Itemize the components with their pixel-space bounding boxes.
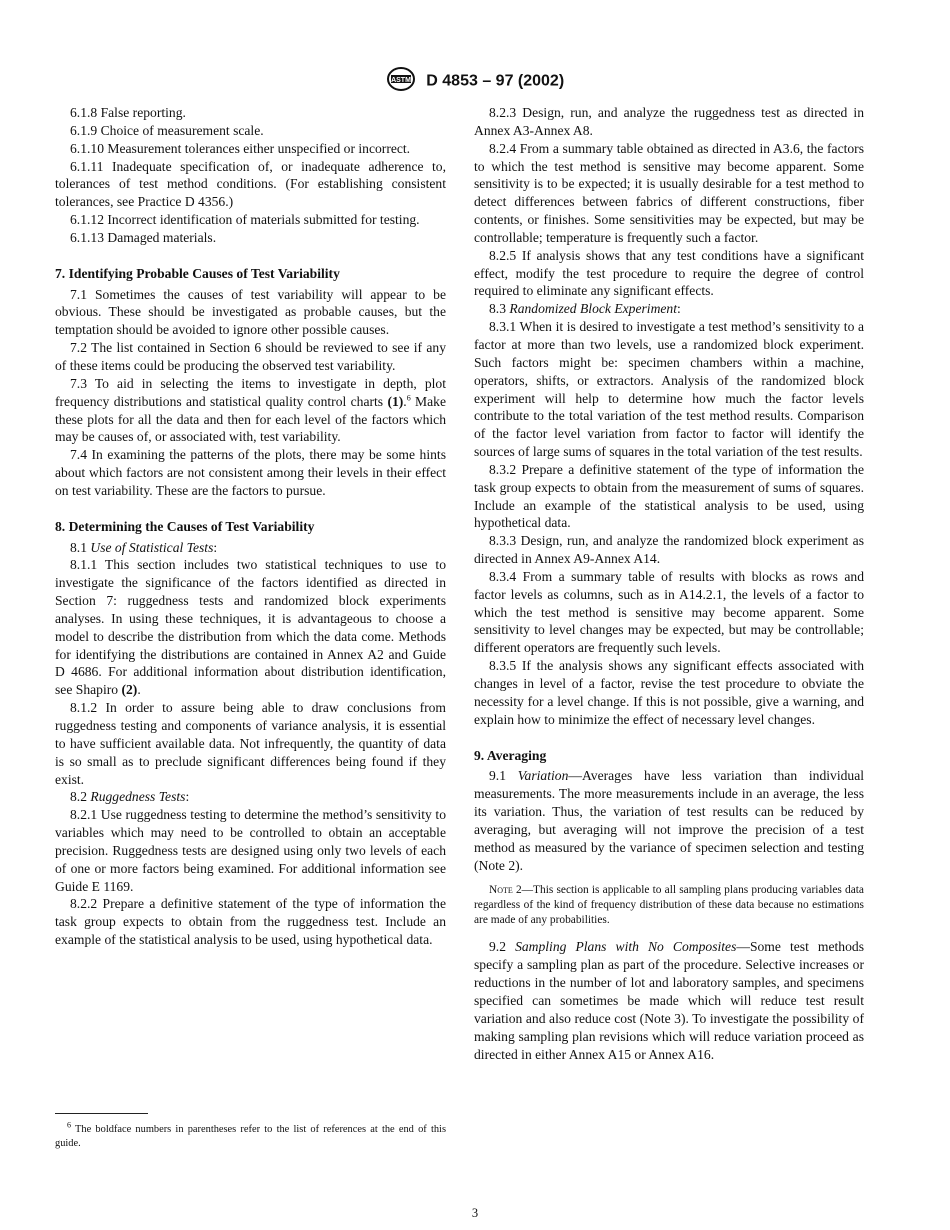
footnote-text: The boldface numbers in parentheses refer to the list of references at the end of this guide. <box>55 1124 446 1149</box>
page-header <box>0 66 950 97</box>
svg-text:ASTM: ASTM <box>390 77 411 84</box>
paragraph: 6.1.10 Measurement tolerances either unspecified or incorrect. <box>70 140 411 156</box>
left-column <box>55 104 446 949</box>
text: 8.3 <box>489 301 510 317</box>
subsection-title: Randomized Block Experiment <box>509 301 677 317</box>
paragraph: 8.3 Randomized Block Experiment: <box>489 301 681 317</box>
paragraph: 6.1.11 Inadequate specification of, or inadequate adherence to, tolerances of test method conditions. (For establishing consistent tolerances, see Practice D 4356.) <box>55 158 446 210</box>
paragraph: 7.4 In examining the patterns of the plots, there may be some hints about which factors are not consistent among their levels in their effect on test variability. These are the factors to pursue. <box>55 447 446 498</box>
footnote-number: 6 <box>67 1120 71 1130</box>
text: 9.1 <box>489 768 518 784</box>
footnote-divider <box>55 1113 148 1114</box>
paragraph: 7.3 To aid in selecting the items to investigate in depth, plot frequency distributions and statistical quality control charts (1).$^6$ Make these plots for all the data and then for each level of the factors which may be causes of, or associated with, test variability. <box>55 375 446 445</box>
paragraph: 7.1 Sometimes the causes of test variability will appear to be obvious. These should be investigated as probable causes, but the temptation should be avoided to ignore other possible causes. <box>55 286 446 338</box>
paragraph: 8.2.2 Prepare a definitive statement of the type of information the task group expects to obtain from the ruggedness test. Include an example of the statistical analysis to be used, using hypothetical data. <box>55 896 446 948</box>
text: —Averages have less variation than individual measurements. The more measurements include in an average, the less its variation. Thus, the variation of test results can be reduced by averaging, but averaging will not improve the precision of a test method as measured by the variance of specimen selection and testing (Note 2). <box>474 768 864 873</box>
subsection-title: Variation <box>517 768 569 784</box>
paragraph: 8.2.3 Design, run, and analyze the ruggedness test as directed in Annex A3-Annex A8. <box>474 105 864 138</box>
page-number: 3 <box>471 1206 479 1220</box>
paragraph: 8.3.1 When it is desired to investigate a test method’s sensitivity to a factor at more than two levels, use a randomized block experiment. Such factors might be: specimen chambers within a machine, operators, shifts, or extractors. Analysis of the randomized block experiment will help to determine how much the factor levels contribute to the total variation of the test method results. Comparison of the factor level variation from factor to factor will identify the sources of large sums of squares in the total variation of the test results. <box>474 319 864 460</box>
subsection-title: Ruggedness Tests <box>90 789 186 805</box>
paragraph: 8.3.4 From a summary table of results with blocks as rows and factor levels as columns, such as in A14.2.1, the levels of a factor to which the test method is sensitive may become apparent. Some sensitivity to level changes may be expected, but may be controllable; different operators are frequently such levels. <box>474 568 864 656</box>
astm-logo-icon <box>386 66 416 97</box>
right-column <box>474 104 864 1063</box>
reference-number: (2) <box>121 682 138 698</box>
paragraph: 8.3.5 If the analysis shows any significant effects associated with changes in level of a factor, revise the test procedure to obviate the necessity for a level change. If this is not possible, give a warning, and explain how to minimize the effect of necessary level changes. <box>474 658 864 727</box>
text: 9.2 <box>489 939 516 955</box>
paragraph: 8.3.3 Design, run, and analyze the randomized block experiment as directed in Annex A9-Annex A14. <box>474 533 864 567</box>
paragraph: 8.2.5 If analysis shows that any test conditions have a significant effect, modify the test procedure to require the degree of control required to eliminate any significant effects. <box>474 247 864 299</box>
paragraph: 6.1.9 Choice of measurement scale. <box>70 122 264 138</box>
text: 8.1 <box>70 539 91 555</box>
paragraph: 8.1.1 This section includes two statistical techniques to use to investigate the significance of the factors identified as directed in Section 7: ruggedness tests and randomized block experiments analyses. In using these techniques, it is advantageous to choose a model to describe the distribution from which the data come. Methods for identifying the distributions are contained in Annex A2 and Guide D 4686. For additional information about distribution identification, see Shapiro (2). <box>55 557 446 698</box>
paragraph: 6.1.13 Damaged materials. <box>70 229 217 245</box>
text: 8.2 <box>70 789 91 805</box>
paragraph: 7.2 The list contained in Section 6 should be reviewed to see if any of these items could be producing the observed test variability. <box>55 340 446 373</box>
text: —Some test methods specify a sampling plan as part of the procedure. Selective increases or reductions in the number of lot and laboratory samples, and specimens specified can sometimes be made which will reduce test result variation and also reduce cost (Note 3). To investigate the possibility of making sampling plan revisions which will reduce variation proceed as directed in either Annex A15 or Annex A16. <box>474 939 864 1062</box>
section-heading-8: 8. Determining the Causes of Test Variability <box>55 518 315 534</box>
paragraph: 8.1.2 In order to assure being able to draw conclusions from ruggedness testing and components of variance analysis, it is essential to have sufficient available data. Not infrequently, the quantity of data is so small as to preclude significant differences being found if they exist. <box>55 700 446 787</box>
text: 7.3 To aid in selecting the items to investigate in depth, plot frequency distributions and statistical quality control charts <box>55 375 446 409</box>
paragraph: 8.2 Ruggedness Tests: <box>70 789 190 805</box>
footnote-marker: 6 <box>406 393 411 403</box>
reference-number: (1) <box>387 393 404 409</box>
paragraph: 8.3.2 Prepare a definitive statement of the type of information the task group expects to obtain from the measurement of sums of squares. Include an example of the statistical analysis to be used, using hypothetical data. <box>474 461 864 531</box>
paragraph: 8.1 Use of Statistical Tests: <box>70 539 218 555</box>
footnote <box>55 1120 446 1150</box>
paragraph <box>474 938 864 1063</box>
paragraph: 6.1.8 False reporting. <box>70 105 186 120</box>
paragraph: 8.2.4 From a summary table obtained as directed in A3.6, the factors to which the test method is sensitive may become apparent. Some sensitivity is to be expected; it is usually desirable for a test method to detect differences between fabrics of different constructions, fiber contents, or finishes. Some sensitivities may be expected, but may be controllable; temperature is frequently such a factor. <box>474 140 864 245</box>
note <box>474 883 864 928</box>
section-heading-9: 9. Averaging <box>474 747 547 763</box>
paragraph: 8.2.1 Use ruggedness testing to determine the method’s sensitivity to variables which may need to be controlled to obtain an acceptable precision. Ruggedness tests are designed using only two levels of each of one or more factors being examined. For additional information see Guide E 1169. <box>55 807 446 894</box>
note-text: 2—This section is applicable to all sampling plans producing variables data regardless of the kind of frequency distribution of these data because no estimations are made of any probabilities. <box>474 884 864 927</box>
document-designation: D 4853 – 97 (2002) <box>426 72 565 90</box>
section-heading-7: 7. Identifying Probable Causes of Test Variability <box>55 265 340 281</box>
text: Make these plots for all the data and then for each level of the factors which may be causes of, or associated with, test variability. <box>55 393 446 445</box>
subsection-title: Use of Statistical Tests <box>90 539 214 555</box>
paragraph: 6.1.12 Incorrect identification of materials submitted for testing. <box>70 212 420 228</box>
paragraph <box>474 767 864 874</box>
text: 8.1.1 This section includes two statistical techniques to use to investigate the significance of the factors identified as directed in Section 7: ruggedness tests and randomized block experiments analyses. In using these techniques, it is advantageous to choose a model to describe the distribution from which the data come. Methods for identifying the distributions are contained in Annex A2 and Guide D 4686. For additional information about distribution identification, see Shapiro <box>55 557 446 698</box>
subsection-title: Sampling Plans with No Composites <box>515 939 737 955</box>
note-label: Note <box>489 884 513 897</box>
